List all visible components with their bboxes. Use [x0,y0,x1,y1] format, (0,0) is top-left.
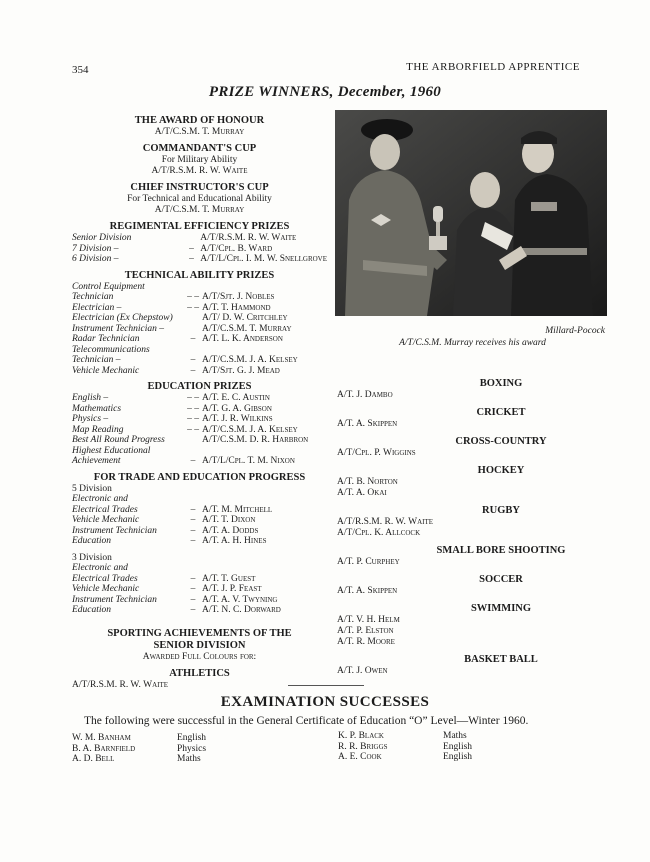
entry-dash [184,446,202,457]
exam-right-names [338,731,388,763]
education-table [72,393,327,467]
entry-label: Education [72,536,112,546]
sport-block [337,378,605,401]
entry-row [72,324,327,335]
award-of-honour-heading: THE AWARD OF HONOUR [134,115,265,126]
exam-name: A. D. Bell [72,754,115,764]
entry-name: A/T. A. V. Twyning [202,594,278,605]
entry-label: Vehicle Mechanic [72,365,140,376]
entry-row [72,404,327,415]
sporting-heading-line2: SENIOR DIVISION [153,639,246,651]
entry-name: A/T. T. Guest [202,573,256,584]
exam-left-subjects [177,733,206,765]
sport-winner: A/T. B. Norton [337,477,398,487]
entry-dash [184,345,202,356]
entry-row [72,515,327,526]
entry-name: A/T/C.S.M. D. R. Harbron [202,435,309,445]
entry-dash: – – [187,292,199,302]
commandants-cup-heading: COMMANDANT'S CUP [142,143,257,154]
entry-dash [184,282,202,293]
exam-name: W. M. Banham [72,733,131,743]
entry-label: Mathematics [72,403,122,414]
entry-row [72,313,327,324]
sport-heading: CRICKET [476,407,526,418]
division-label: 5 Division [72,483,112,494]
entry-name: A/T/C.S.M. T. Murray [202,323,292,334]
entry-name: A/T/Sjt. G. J. Mead [202,365,280,376]
entry-row [72,254,327,265]
division-sub: Electronic and [72,494,128,504]
progress-heading: FOR TRADE AND EDUCATION PROGRESS [93,471,306,483]
photo-credit: Millard-Pocock [545,326,605,336]
entry-label: Senior Division [72,233,132,243]
sport-heading: BOXING [479,378,523,389]
athletics-winner: A/T/R.S.M. R. W. Waite [72,679,169,690]
entry-row [72,366,327,377]
exam-name: K. P. Black [338,731,384,741]
sporting-heading-line1: SPORTING ACHIEVEMENTS OF THE [107,627,292,639]
sport-block [337,545,605,568]
progress-group [72,484,327,547]
entry-row [72,425,327,436]
chief-instructors-cup-heading: CHIEF INSTRUCTOR'S CUP [130,182,269,193]
entry-dash: – [190,594,196,605]
regimental-heading: REGIMENTAL EFFICIENCY PRIZES [109,221,290,232]
entry-dash: – – [187,393,199,403]
entry-dash: – [190,573,196,584]
sport-winner: A/T. P. Elston [337,626,394,636]
entry-label: Vehicle Mechanic [72,515,140,525]
entry-label: Vehicle Mechanic [72,584,140,594]
entry-dash: – [190,365,196,376]
entry-name: A/T. E. C. Austin [202,393,270,403]
entry-name: A/T. N. C. Dorward [202,605,281,615]
regimental-table [72,233,327,265]
sport-winner: A/T. J. Owen [337,666,388,676]
running-title: THE ARBORFIELD APPRENTICE [406,61,580,73]
progress-groups [72,484,327,616]
entry-name: A/T. A. H. Hines [202,536,267,546]
sport-heading: HOCKEY [477,465,525,476]
entry-name: A/T/C.S.M. J. A. Kelsey [202,355,298,365]
entry-row [72,345,327,356]
entry-name: A/T. G. A. Gibson [202,403,272,414]
left-column [72,110,327,690]
entry-row [72,584,327,595]
entry-label: Telecommunications [72,344,150,355]
sport-heading: RUGBY [482,505,520,516]
award-photo-image [335,110,607,316]
entry-label: Best All Round Progress [72,435,165,445]
entry-label: Education [72,605,112,615]
chief-instructors-cup-sub: For Technical and Educational Ability [127,194,272,204]
entry-row [72,446,327,457]
entry-row [72,334,327,345]
entry-dash: – [190,584,196,594]
entry-label: Instrument Technician – [72,323,165,334]
entry-name: A/T. A. Dodds [202,525,259,536]
commandants-cup-sub: For Military Ability [161,155,238,165]
sport-winner: A/T. A. Skippen [337,419,398,429]
progress-group [72,553,327,616]
entry-name: A/T. L. K. Anderson [202,334,283,344]
entry-row [72,292,327,303]
sport-heading: SMALL BORE SHOOTING [436,545,566,556]
entry-label: Instrument Technician [72,525,157,536]
exam-subject: Physics [177,743,207,754]
entry-name: A/T. J. R. Wilkins [202,414,273,424]
award-of-honour-winner: A/T/C.S.M. T. Murray [154,127,245,137]
entry-row [72,303,327,314]
entry-row [72,536,327,547]
entry-row [72,233,327,244]
sport-winner: A/T. V. H. Helm [337,615,400,625]
entry-row [72,393,327,404]
entry-label: Electrical Trades [72,504,138,515]
entry-label: Achievement [72,456,121,466]
award-photo [335,110,607,316]
entry-name: A/T. T. Hammond [202,302,271,313]
entry-label: English – [72,393,109,403]
exam-name: B. A. Barnfield [72,743,136,754]
entry-label: 6 Division – [72,254,119,264]
entry-row [72,435,327,446]
sport-winner: A/T. A. Skippen [337,586,398,596]
entry-name: A/T/Sjt. J. Nobles [202,292,275,302]
sport-winner: A/T. J. Dambo [337,390,393,400]
sport-heading: SWIMMING [470,603,532,614]
technical-heading: TECHNICAL ABILITY PRIZES [124,269,275,281]
exam-title: EXAMINATION SUCCESSES [220,694,430,710]
exam-intro: The following were successful in the General Certificate of Education “O” Level—Winter 1960. [84,715,529,727]
sport-heading: SOCCER [479,574,523,585]
entry-dash: – – [187,414,199,424]
sport-winner: A/T/Cpl. P. Wiggins [337,448,416,458]
entry-row [72,526,327,537]
entry-row [72,574,327,585]
entry-label: Instrument Technician [72,594,157,605]
entry-label: Radar Technician [72,334,140,344]
technical-table [72,282,327,377]
commandants-cup-winner: A/T/R.S.M. R. W. Waite [151,166,248,176]
sports-list [337,372,605,677]
division-table [72,505,327,547]
entry-dash: – [190,355,196,365]
entry-dash: – [190,525,196,536]
division-label: 3 Division [72,552,112,563]
entry-row [72,282,327,293]
sport-block [337,465,605,499]
sport-block [337,603,605,648]
entry-dash: – [190,504,196,515]
sport-winner: A/T/R.S.M. R. W. Waite [337,517,434,527]
division-sub: Electronic and [72,563,128,573]
photo-caption: A/T/C.S.M. Murray receives his award [399,338,546,348]
entry-name [202,446,327,457]
entry-row [72,505,327,516]
entry-name: A/T/C.S.M. J. A. Kelsey [202,424,298,435]
entry-name: A/T. M. Mitchell [202,504,273,515]
entry-dash: – [190,456,196,466]
entry-name: A/T/Cpl. B. Ward [200,243,273,254]
entry-dash: – [190,515,196,525]
entry-label: Highest Educational [72,445,151,456]
sport-block [337,505,605,539]
entry-label: Electrician (Ex Chepstow) [72,313,173,323]
entry-dash: – – [187,302,199,313]
entry-name [202,282,327,293]
sport-block [337,407,605,430]
entry-name: A/T. T. Dixon [202,515,256,525]
entry-row [72,605,327,616]
entry-label: 7 Division – [72,243,119,254]
sport-block [337,574,605,597]
education-heading: EDUCATION PRIZES [147,381,252,392]
division-table [72,574,327,616]
entry-row [72,244,327,255]
exam-name: R. R. Briggs [338,741,388,752]
chief-instructors-cup-winner: A/T/C.S.M. T. Murray [154,205,245,215]
exam-subject: English [177,733,207,743]
exam-right-subjects [443,731,472,763]
entry-name: A/T/L/Cpl. I. M. W. Snellgrove [200,254,327,264]
entry-label: Technician [72,292,114,302]
sporting-sub: Awarded Full Colours for: [142,651,257,662]
entry-dash [184,313,202,324]
entry-name: A/T/L/Cpl. T. M. Nixon [202,456,295,466]
entry-row [72,595,327,606]
entry-dash: – – [187,424,199,435]
exam-subject: English [443,752,473,762]
entry-label: Map Reading [72,424,124,435]
exam-subject: Maths [443,731,467,741]
entry-row [72,355,327,366]
entry-dash: – [189,243,194,254]
entry-name: A/T/ D. W. Critchley [202,313,288,323]
exam-subject: Maths [177,754,201,764]
entry-dash: – – [187,403,199,414]
entry-row [72,456,327,467]
sport-heading: CROSS-COUNTRY [455,436,547,447]
entry-label: Technician – [72,355,121,365]
sport-winner: A/T. R. Moore [337,637,395,647]
entry-label: Control Equipment [72,281,145,292]
entry-name [202,345,327,356]
sport-heading: BASKET BALL [464,654,538,665]
sport-winner: A/T. A. Okai [337,488,387,498]
athletics-heading: ATHLETICS [169,667,230,679]
entry-name: A/T. J. P. Feast [202,584,262,594]
entry-label: Electrician – [72,302,122,313]
sport-winner: A/T. P. Curphey [337,557,400,567]
page-title: PRIZE WINNERS, December, 1960 [208,84,442,100]
page-number: 354 [72,64,89,76]
section-divider [288,685,364,686]
entry-dash [183,233,201,244]
entry-dash: – [190,605,196,615]
exam-subject: English [443,741,473,752]
sport-block [337,654,605,677]
entry-dash [184,324,202,335]
entry-dash [184,435,202,446]
sport-winner: A/T/Cpl. K. Allcock [337,528,421,538]
entry-name: A/T/R.S.M. R. W. Waite [200,233,297,243]
sport-block [337,436,605,459]
entry-label: Physics – [72,414,109,424]
entry-label: Electrical Trades [72,573,138,584]
entry-row [72,414,327,425]
exam-left-names [72,733,135,765]
exam-name: A. E. Cook [338,752,382,762]
entry-dash: – [189,254,194,264]
entry-dash: – [190,536,196,546]
entry-dash: – [190,334,196,344]
